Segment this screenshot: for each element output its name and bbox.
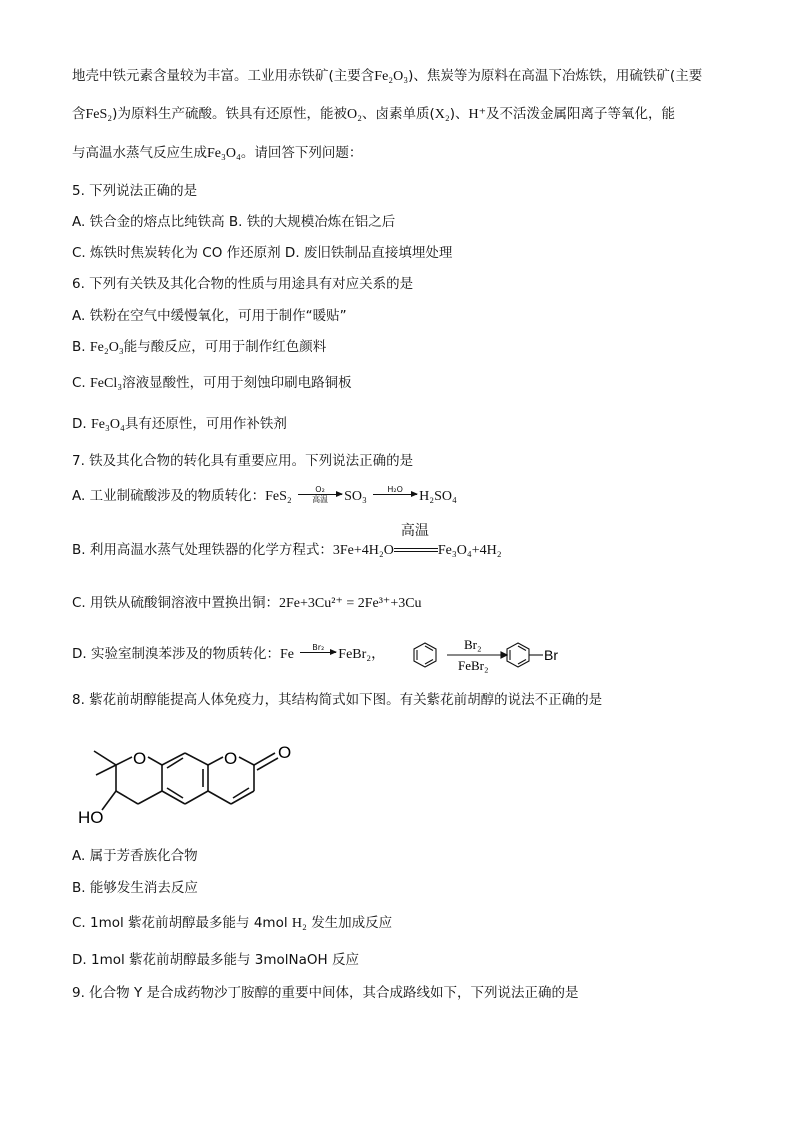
q6-option-c bbox=[72, 373, 352, 394]
structure-zihuaqianhuchun bbox=[72, 735, 312, 830]
q8-option-c bbox=[72, 913, 392, 934]
formula-fe2o3: Fe₂O₃ bbox=[89, 340, 124, 355]
formula-h-plus: H⁺ bbox=[468, 107, 487, 122]
intro-text: )、 bbox=[449, 106, 469, 122]
intro-text: )为原料生产硫酸。铁具有还原性，能被 bbox=[112, 106, 347, 122]
option-label: D. bbox=[72, 416, 87, 432]
formula-fe2o3: Fe₂O₃ bbox=[374, 69, 409, 84]
intro-text: 及不活泼金属阳离子等氧化，能 bbox=[486, 106, 676, 122]
formula-fecl3: FeCl₃ bbox=[90, 376, 123, 391]
arrow-condition-top: Br₂ bbox=[312, 643, 325, 652]
intro-text: 、卤素单质( bbox=[361, 106, 435, 122]
q8-option-a: A. 属于芳香族化合物 bbox=[72, 848, 198, 864]
option-text: 具有还原性，可用作补铁剂 bbox=[124, 416, 287, 432]
intro-text: )、焦炭等为原料在高温下冶炼铁，用硫铁矿(主要 bbox=[408, 68, 703, 84]
option-text: C. 1mol 紫花前胡醇最多能与 4mol bbox=[72, 915, 288, 931]
q6-option-d bbox=[72, 414, 287, 435]
q7-option-c bbox=[72, 593, 422, 614]
q9-stem: 9. 化合物 Y 是合成药物沙丁胺醇的重要中间体，其合成路线如下，下列说法正确的是 bbox=[72, 985, 579, 1001]
carbonyl-oxygen-label: O bbox=[278, 743, 292, 762]
formula-fes2: FeS₂ bbox=[85, 107, 113, 122]
option-text: 发生加成反应 bbox=[311, 915, 393, 931]
equals-with-condition bbox=[394, 524, 438, 560]
option-label: B. bbox=[72, 339, 86, 355]
formula-fes2: FeS₂ bbox=[265, 489, 292, 504]
q7-stem: 7. 铁及其化合物的转化具有重要应用。下列说法正确的是 bbox=[72, 453, 414, 469]
option-label: C. bbox=[72, 375, 86, 391]
q8-option-b: B. 能够发生消去反应 bbox=[72, 880, 198, 896]
q7-option-b bbox=[72, 524, 502, 561]
bromobenzene-scheme bbox=[405, 633, 605, 679]
reaction-arrow bbox=[300, 643, 336, 653]
q6-option-b bbox=[72, 337, 326, 358]
arrow-condition-bottom: 高温 bbox=[312, 494, 329, 504]
reaction-arrow bbox=[298, 485, 342, 504]
formula-h2so4: H₂SO₄ bbox=[419, 489, 457, 504]
intro-text: 与高温水蒸气反应生成 bbox=[72, 145, 207, 161]
ionic-equation: 2Fe+3Cu²⁺ = 2Fe³⁺+3Cu bbox=[279, 596, 422, 611]
arrow-catalyst: FeBr₂ bbox=[458, 658, 489, 673]
formula-o2: O₂ bbox=[346, 107, 362, 122]
intro-text: 含 bbox=[72, 106, 86, 122]
reaction-condition: 高温 bbox=[400, 524, 429, 539]
formula-so3: SO₃ bbox=[344, 489, 367, 504]
q8-stem: 8. 紫花前胡醇能提高人体免疫力，其结构简式如下图。有关紫花前胡醇的说法不正确的是 bbox=[72, 692, 603, 708]
formula-fe3o4: Fe₃O₄ bbox=[90, 417, 125, 432]
option-text: D. 实验室制溴苯涉及的物质转化： bbox=[72, 646, 280, 662]
equation-left: 3Fe+4H₂O bbox=[332, 543, 394, 558]
formula-h2: H₂ bbox=[291, 916, 307, 931]
bromine-label: Br bbox=[544, 647, 558, 663]
arrow-condition-top: O₂ bbox=[315, 484, 325, 494]
formula-fe3o4: Fe₃O₄ bbox=[207, 146, 241, 161]
option-text: B. 利用高温水蒸气处理铁器的化学方程式： bbox=[72, 542, 333, 558]
q5-options-cd: C. 炼铁时焦炭转化为 CO 作还原剂 D. 废旧铁制品直接填埋处理 bbox=[72, 245, 453, 261]
hydroxyl-label: HO bbox=[78, 808, 104, 827]
intro-line-2 bbox=[72, 104, 675, 125]
q7-option-d: D. 实验室制溴苯涉及的物质转化：Fe Br₂ FeBr₂， bbox=[72, 643, 386, 662]
intro-text: 地壳中铁元素含量较为丰富。工业用赤铁矿(主要含 bbox=[72, 68, 375, 84]
intro-line-1 bbox=[72, 66, 702, 87]
intro-text: 。请回答下列问题： bbox=[240, 145, 363, 161]
oxygen-label: O bbox=[133, 749, 147, 768]
q5-options-ab: A. 铁合金的熔点比纯铁高 B. 铁的大规模冶炼在铝之后 bbox=[72, 214, 396, 230]
arrow-reagent: Br₂ bbox=[464, 637, 482, 652]
option-text: A. 工业制硫酸涉及的物质转化： bbox=[72, 488, 266, 504]
q7-option-a bbox=[72, 486, 457, 507]
arrow-condition-top: H₂O bbox=[387, 485, 403, 494]
formula-x2: X₂ bbox=[434, 107, 450, 122]
q6-option-a: A. 铁粉在空气中缓慢氧化，可用于制作“暖贴” bbox=[72, 308, 347, 324]
option-text: C. 用铁从硫酸铜溶液中置换出铜： bbox=[72, 595, 280, 611]
q6-stem: 6. 下列有关铁及其化合物的性质与用途具有对应关系的是 bbox=[72, 276, 414, 292]
formula-fe: Fe bbox=[279, 647, 294, 662]
formula-febr2: FeBr₂ bbox=[338, 647, 372, 662]
option-text: 能与酸反应，可用于制作红色颜料 bbox=[123, 339, 327, 355]
intro-line-3 bbox=[72, 143, 362, 164]
equation-right: Fe₃O₄+4H₂ bbox=[437, 543, 502, 558]
q5-stem: 5. 下列说法正确的是 bbox=[72, 183, 198, 199]
option-text: 溶液显酸性，可用于刻蚀印刷电路铜板 bbox=[122, 375, 352, 391]
q8-option-d: D. 1mol 紫花前胡醇最多能与 3molNaOH 反应 bbox=[72, 952, 359, 968]
reaction-arrow bbox=[373, 485, 417, 495]
oxygen-label: O bbox=[224, 749, 238, 768]
